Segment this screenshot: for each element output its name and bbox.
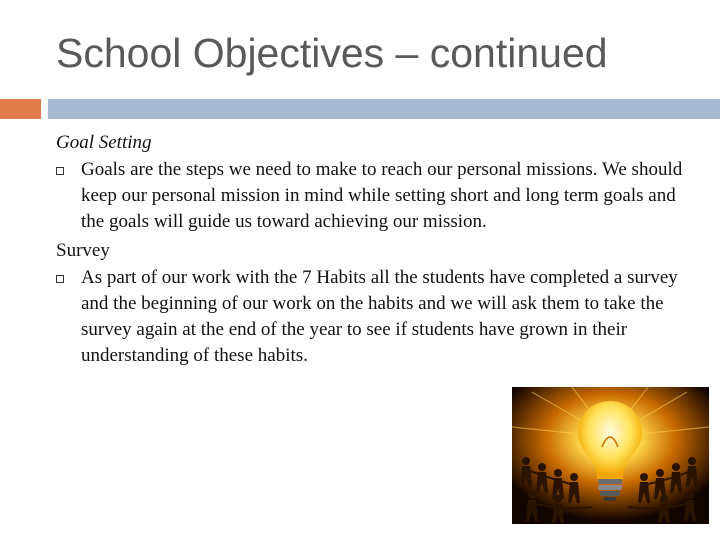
slide-title: School Objectives – continued xyxy=(56,30,608,76)
square-bullet-icon xyxy=(56,167,64,175)
bullet-text-survey: As part of our work with the 7 Habits all the students have completed a survey and the beginning of our work on the habits and we will ask them to take the survey again at the end of the year to see if students have grown in their understanding of these habits. xyxy=(81,267,678,366)
accent-bar-blue xyxy=(48,99,720,119)
bullet-goal-setting xyxy=(56,157,696,235)
bullet-survey xyxy=(56,265,696,369)
section-heading-goal-setting: Goal Setting xyxy=(56,132,152,153)
lightbulb-with-people-icon xyxy=(512,387,709,524)
square-bullet-icon xyxy=(56,275,64,283)
slide-content xyxy=(56,130,696,372)
section-heading-survey: Survey xyxy=(56,240,110,261)
accent-bar-orange xyxy=(0,99,41,119)
bullet-text-goal-setting: Goals are the steps we need to make to reach our personal missions. We should keep our personal mission in mind while setting short and long term goals and the goals will guide us toward achieving our mission. xyxy=(81,159,683,232)
